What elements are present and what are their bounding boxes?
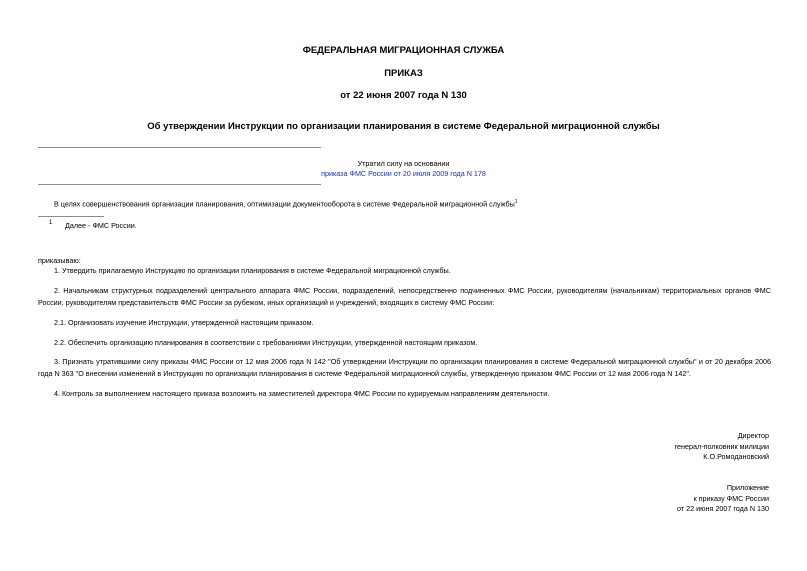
signature-position: Директор (737, 431, 769, 440)
appendix-title: Приложение (726, 483, 769, 492)
signature-name: К.О.Ромодановский (703, 452, 769, 461)
document-date-number: от 22 июня 2007 года N 130 (340, 90, 467, 101)
document-title: Об утверждении Инструкции по организации планирования в системе Федеральной миграционной службы (147, 121, 660, 132)
footnote-reference[interactable]: 1 (514, 199, 518, 205)
signature-rank: генерал-полковник милиции (674, 441, 769, 451)
order-word: приказываю: (38, 256, 81, 265)
footnote-divider (38, 216, 104, 217)
order-item-2: 2. Начальникам структурных подразделений центрального аппарата ФМС России, подразделений, непосредственно подчиненных ФМС России, руководителям (начальникам) территориальных органов ФМС России, руководителям представительств ФМС России за рубежом, иных организаций и учреждений, входящих в систему ФМС России: (38, 286, 771, 307)
divider-bottom (38, 184, 321, 185)
divider-top (38, 147, 321, 148)
footnote-mark: 1 (49, 220, 53, 226)
status-note-text: Утратил силу на основании (357, 159, 450, 168)
status-note-link[interactable]: приказа ФМС России от 20 июля 2009 года N 178 (321, 169, 486, 178)
agency-name: ФЕДЕРАЛЬНАЯ МИГРАЦИОННАЯ СЛУЖБА (302, 45, 505, 56)
order-item-3: 3. Признать утратившими силу приказы ФМС России от 12 мая 2006 года N 142 "Об утверждении Инструкции по организации планирования в системе Федеральной миграционной службы" и от 20 декабря 2006 года N 363 "О внесении изменений в Инструкцию по организации планирования в системе Федеральной миграционной службы, утвержденную приказом ФМС России от 12 мая 2006 года N 142". (38, 357, 771, 378)
footnote-text: Далее - ФМС России. (65, 221, 137, 230)
document-type: ПРИКАЗ (384, 68, 423, 79)
order-item-1: 1. Утвердить прилагаемую Инструкцию по организации планирования в системе Федеральной миграционной службы. (54, 266, 451, 275)
appendix-date: от 22 июня 2007 года N 130 (676, 504, 769, 513)
appendix-reference: к приказу ФМС России (693, 493, 769, 503)
order-item-2-1: 2.1. Организовать изучение Инструкции, утвержденной настоящим приказом. (54, 318, 314, 327)
preamble-text: В целях совершенствования организации планирования, оптимизации документооборота в системе Федеральной миграционной службы$^1$ (54, 199, 518, 209)
order-item-2-2: 2.2. Обеспечить организацию планирования в соответствии с требованиями Инструкции, утвержденной настоящим приказом. (54, 338, 478, 347)
signature-block (675, 431, 769, 463)
order-item-4: 4. Контроль за выполнением настоящего приказа возложить на заместителей директора ФМС России по курируемым направлениям деятельности. (54, 389, 550, 398)
appendix-block (677, 483, 769, 515)
